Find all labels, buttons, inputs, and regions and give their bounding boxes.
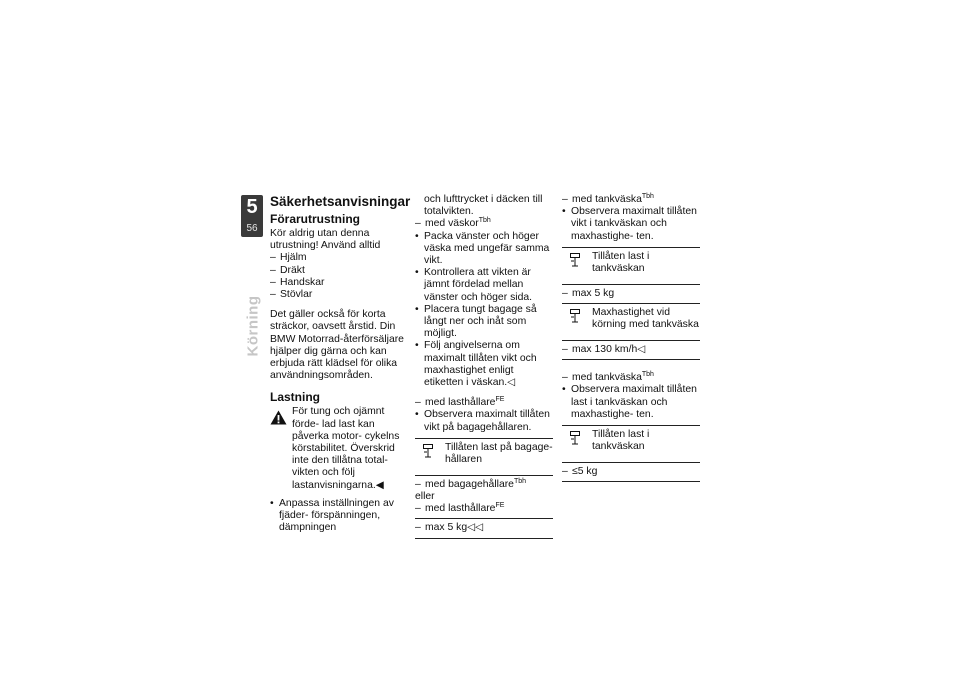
spec-box-conditions: – med bagagehållare$^{Tbh}$ eller – med lasthållare$^{FE}$ [415, 476, 553, 520]
spec-box-value: – max 130 km/h◁ [562, 341, 700, 360]
weight-spec-icon [415, 442, 441, 472]
bullet-item: • Anpassa inställningen av fjäder- förspänningen, dämpningen [270, 498, 410, 535]
bullet-item: • Följ angivelserna om maximalt tillåten vikt och maxhastighet enligt etiketten i väskan.◁ [415, 340, 553, 389]
spec-box-value: – ≤5 kg [562, 463, 700, 482]
spec-box-label: Tillåten last i tankväskan [592, 250, 650, 275]
page-number: 56 [246, 223, 258, 234]
page-title: Säkerhetsanvisningar [270, 194, 411, 209]
condition-item: – med väskor$^{Tbh}$ [415, 218, 553, 230]
column-2 [415, 194, 553, 543]
condition-item: – med tankväska$^{Tbh}$ [562, 372, 700, 384]
bullet-item: • Packa vänster och höger väska med ungefär samma vikt. [415, 231, 553, 268]
list-item: – Dräkt [270, 265, 410, 277]
weight-spec-icon [562, 429, 588, 459]
spec-box-tank-bag-speed [562, 304, 700, 360]
list-item: – Handskar [270, 277, 410, 289]
weight-spec-icon [562, 307, 588, 337]
spec-box-label: Tillåten last i tankväskan [592, 429, 650, 453]
bullet-item: • Observera maximalt tillåten vikt i tankväskan och maxhastighe- ten. [562, 206, 700, 243]
list-item: – Stövlar [270, 289, 410, 301]
warning-note [270, 406, 410, 491]
spec-box-label: Tillåten last på bagage- hållaren [445, 441, 553, 466]
section-heading-loading: Lastning [270, 390, 320, 405]
bullet-item: • Placera tungt bagage så långt ner och inåt som möjligt. [415, 304, 553, 341]
chapter-title: Körning [244, 295, 262, 357]
chapter-number: 5 [246, 196, 258, 218]
condition-item: – med tankväska$^{Tbh}$ [562, 194, 700, 206]
paragraph: Det gäller också för korta sträckor, oavsett årstid. Din BMW Motorrad-återförsäljare hjälper dig gärna och kan erbjuda rätt klädsel för olika användningsområden. [270, 309, 404, 382]
warning-text: För tung och ojämnt förde- lad last kan påverka motor- cykelns körstabilitet. Överskrid inte den tillåtna total- vikten och följ lastanvisningarna.◀ [292, 406, 400, 491]
list-item: – Hjälm [270, 252, 410, 264]
intro-text: Kör aldrig utan denna utrustning! Använd alltid [270, 228, 381, 252]
continued-text: och lufttrycket i däcken till totalvikten. [424, 194, 543, 218]
column-3 [562, 194, 700, 486]
spec-box-header [562, 304, 700, 341]
bullet-item: • Kontrollera att vikten är jämnt fördelad mellan vänster och höger sida. [415, 267, 553, 304]
spec-box-value: – max 5 kg [562, 285, 700, 304]
spec-box-tank-bag-load-2 [562, 425, 700, 482]
condition-item: – med lasthållare$^{FE}$ [415, 397, 553, 409]
spec-box-value: – max 5 kg◁◁ [415, 519, 553, 538]
weight-spec-icon [562, 251, 588, 281]
column-1 [270, 194, 410, 534]
chapter-tab [241, 195, 263, 237]
warning-triangle-icon [270, 406, 292, 491]
section-heading-rider-equipment: Förarutrustning [270, 212, 360, 226]
spec-box-header [562, 426, 700, 463]
bullet-item: • Observera maximalt tillåten vikt på bagagehållaren. [415, 409, 553, 433]
spec-box-label: Maxhastighet vid körning med tankväska [592, 307, 699, 331]
spec-box-luggage-rack [415, 438, 553, 539]
bullet-item: • Observera maximalt tillåten last i tankväskan och maxhastighe- ten. [562, 384, 700, 421]
spec-box-tank-bag-load [562, 247, 700, 304]
spec-box-header [562, 248, 700, 285]
spec-box-header [415, 439, 553, 476]
